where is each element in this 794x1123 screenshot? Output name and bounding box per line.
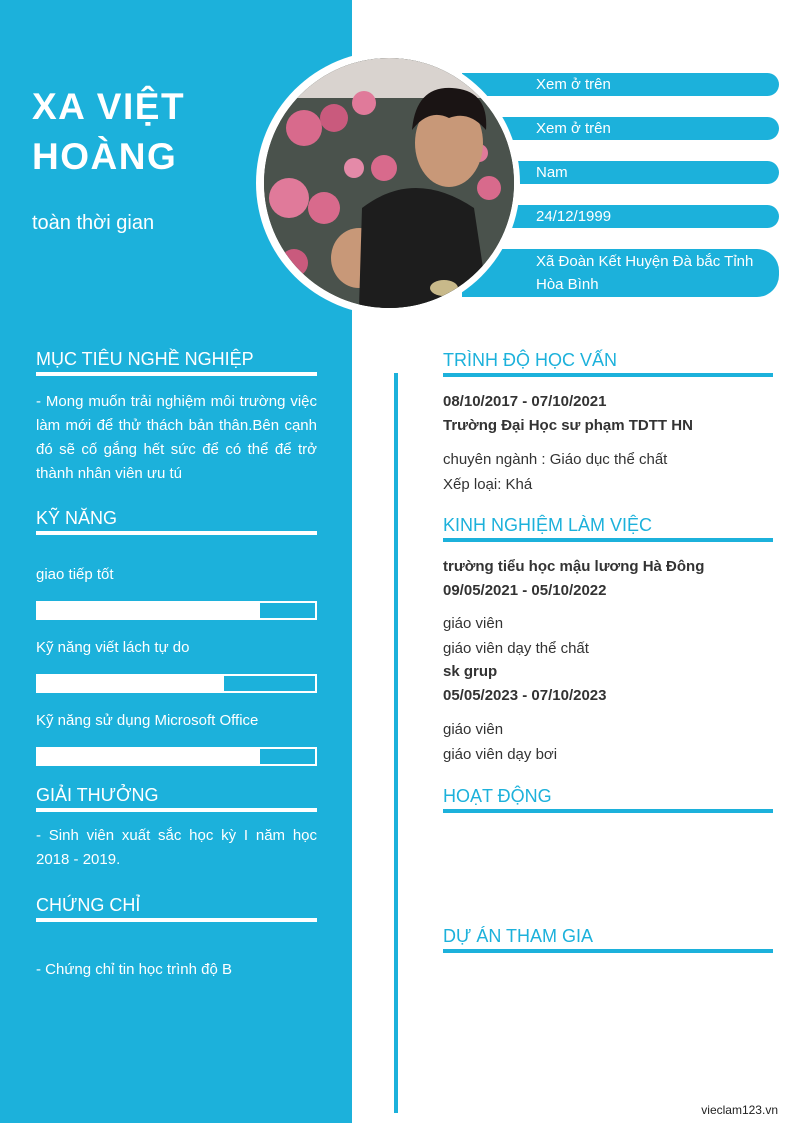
address-field xyxy=(462,249,779,297)
info-value: Xem ở trên xyxy=(536,120,611,137)
job-period: 05/05/2023 - 07/10/2023 xyxy=(443,687,607,704)
certificates-text: - Chứng chỉ tin học trình độ B xyxy=(36,961,232,978)
activities-heading: HOẠT ĐỘNG xyxy=(443,785,773,813)
skill-bar-fill xyxy=(38,676,224,691)
skill-label: Kỹ năng sử dụng Microsoft Office xyxy=(36,712,259,729)
skill-bar xyxy=(36,747,317,766)
job-position: giáo viên xyxy=(443,721,504,738)
info-value: Xem ở trên xyxy=(536,76,611,93)
education-period: 08/10/2017 - 07/10/2021 xyxy=(443,393,607,410)
job-company: trường tiểu học mậu lương Hà Đông xyxy=(443,558,705,575)
info-field-1 xyxy=(462,73,779,96)
avatar-image xyxy=(264,58,514,308)
info-value: 24/12/1999 xyxy=(536,208,612,225)
job-type: toàn thời gian xyxy=(32,212,155,234)
timeline-line xyxy=(394,373,398,1113)
experience-heading: KINH NGHIỆM LÀM VIỆC xyxy=(443,514,773,542)
skill-label: giao tiếp tốt xyxy=(36,566,114,583)
awards-heading: GIẢI THƯỞNG xyxy=(36,784,317,812)
education-major: chuyên ngành : Giáo dục thể chất xyxy=(443,451,668,468)
footer-brand: vieclam123.vn xyxy=(701,1103,778,1117)
job-period: 09/05/2021 - 05/10/2022 xyxy=(443,582,607,599)
skill-bar-fill xyxy=(38,603,260,618)
education-heading: TRÌNH ĐỘ HỌC VẤN xyxy=(443,349,773,377)
projects-heading: DỰ ÁN THAM GIA xyxy=(443,925,773,953)
skill-bar-fill xyxy=(38,749,260,764)
skill-bar xyxy=(36,674,317,693)
objective-text: - Mong muốn trải nghiệm môi trường việc làm mới để thử thách bản thân.Bên cạnh đó sẽ cố gắng hết sức để có thể để trở thành nhân viên ưu tú xyxy=(36,393,317,482)
job-position: giáo viên xyxy=(443,615,504,632)
objective-section xyxy=(36,348,317,486)
objective-heading: MỤC TIÊU NGHỀ NGHIỆP xyxy=(36,348,317,376)
job-company: sk grup xyxy=(443,663,498,680)
info-value: Xã Đoàn Kết Huyện Đà bắc Tỉnh Hòa Bình xyxy=(536,253,754,293)
job-description: giáo viên dạy bơi xyxy=(443,746,558,763)
skills-section xyxy=(36,507,317,535)
certificates-section xyxy=(36,894,317,982)
info-value: Nam xyxy=(536,164,568,181)
candidate-name xyxy=(32,82,262,182)
job-description: giáo viên dạy thể chất xyxy=(443,640,589,657)
skill-label: Kỹ năng viết lách tự do xyxy=(36,639,190,656)
name-line-1: XA VIỆT xyxy=(32,86,186,127)
skill-bar xyxy=(36,601,317,620)
education-grade: Xếp loại: Khá xyxy=(443,476,533,493)
awards-section xyxy=(36,784,317,872)
education-school: Trường Đại Học sư phạm TDTT HN xyxy=(443,417,693,434)
skills-heading: KỸ NĂNG xyxy=(36,507,317,535)
avatar xyxy=(264,58,514,308)
awards-text: - Sinh viên xuất sắc học kỳ I năm học 2018 - 2019. xyxy=(36,827,317,868)
certificates-heading: CHỨNG CHỈ xyxy=(36,894,317,922)
name-line-2: HOÀNG xyxy=(32,136,178,177)
